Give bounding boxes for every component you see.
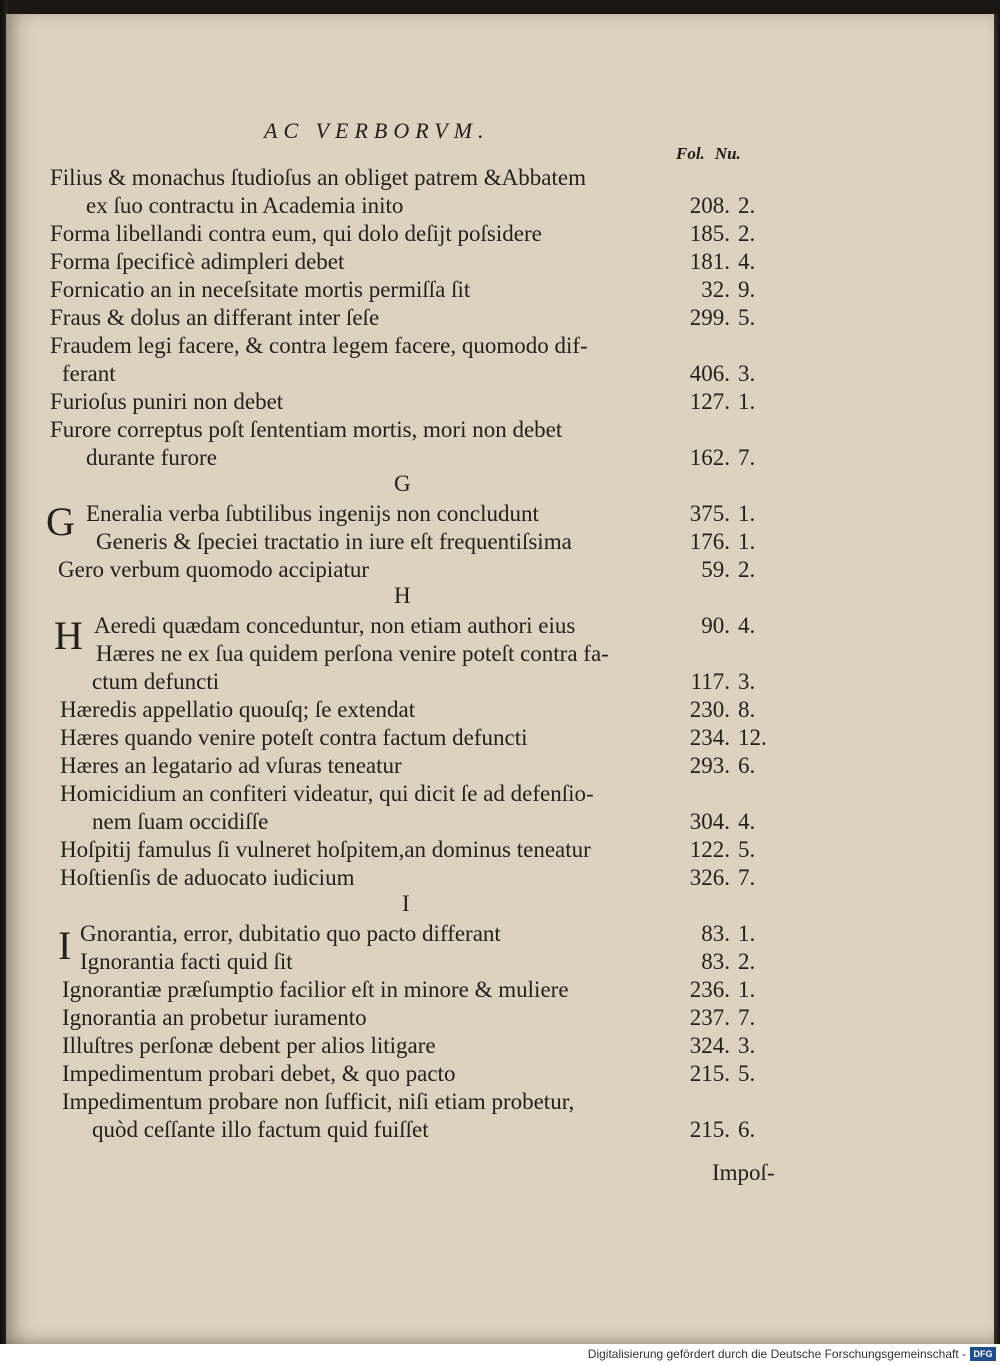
index-entry: Gero verbum quomodo accipiatur 59. 2. xyxy=(58,557,756,582)
running-head: AC VERBORVM. xyxy=(264,118,490,143)
index-entry: Fraudem legi facere, & contra legem facere, quomodo dif- xyxy=(50,333,588,358)
digitization-footer xyxy=(0,1344,1000,1365)
index-entry: ferant 406. 3. xyxy=(62,361,756,386)
index-entry: Impedimentum probari debet, & quo pacto 215. 5. xyxy=(62,1061,756,1086)
index-entry: durante furore 162. 7. xyxy=(86,445,756,470)
index-entry: ctum defuncti 117. 3. xyxy=(92,669,756,694)
index-entry: Furioſus puniri non debet 127. 1. xyxy=(50,389,756,414)
initial-letter-g: G xyxy=(46,499,75,544)
index-entry: Fornicatio an in neceſsitate mortis permiſſa ſit 32. 9. xyxy=(50,277,756,302)
index-entry: Generis & ſpeciei tractatio in iure eſt frequentiſsima 176. 1. xyxy=(96,529,756,554)
index-entry: Furore correptus poſt ſententiam mortis, mori non debet xyxy=(50,417,563,442)
index-entry: Illuſtres perſonæ debent per alios litigare 324. 3. xyxy=(62,1033,756,1058)
catchword: Impoſ- xyxy=(712,1160,775,1185)
index-entry: Forma libellandi contra eum, qui dolo deſijt poſsidere 185. 2. xyxy=(50,221,756,246)
index-entry: Ignorantia an probetur iuramento 237. 7. xyxy=(62,1005,756,1030)
page-edge-right xyxy=(994,14,1000,1344)
footer-credit: Digitalisierung gefördert durch die Deutsche Forschungsgemeinschaft - xyxy=(587,1347,966,1361)
column-header-fol: Fol. xyxy=(676,144,705,163)
section-letter-i: I xyxy=(402,891,410,916)
index-entry: Fraus & dolus an differant inter ſeſe 299. 5. xyxy=(50,305,756,330)
index-entry: Ignorantia facti quid ſit 83. 2. xyxy=(80,949,756,974)
index-entry: Hæres an legatario ad vſuras teneatur 293. 6. xyxy=(60,753,756,778)
book-page xyxy=(6,14,996,1344)
index-entry: Forma ſpecificè adimpleri debet 181. 4. xyxy=(50,249,756,274)
index-entry: Hoſpitij famulus ſi vulneret hoſpitem,an dominus teneatur 122. 5. xyxy=(60,837,756,862)
index-entry: nem ſuam occidiſſe 304. 4. xyxy=(92,809,756,834)
dfg-logo: DFG xyxy=(970,1347,996,1361)
index-entry: Hæres ne ex ſua quidem perſona venire poteſt contra fa- xyxy=(96,641,609,666)
index-entry: Hæres quando venire poteſt contra factum defuncti 234. 12. xyxy=(60,725,767,750)
index-entry: Gnorantia, error, dubitatio quo pacto differant 83. 1. xyxy=(80,921,756,946)
initial-letter-h: H xyxy=(54,613,83,658)
index-entry: ex ſuo contractu in Academia inito 208. 2. xyxy=(86,193,756,218)
index-entry: Filius & monachus ſtudioſus an obliget patrem &Abbatem xyxy=(50,165,586,190)
index-entry: Impedimentum probare non ſufficit, niſi etiam probetur, xyxy=(62,1089,575,1114)
section-letter-g: G xyxy=(394,471,411,496)
column-headers xyxy=(676,144,751,164)
index-entry: quòd ceſſante illo factum quid fuiſſet 215. 6. xyxy=(92,1117,756,1142)
column-header-nu: Nu. xyxy=(714,144,741,163)
index-entry: Aeredi quædam conceduntur, non etiam authori eius 90. 4. xyxy=(94,613,756,638)
index-entry: Homicidium an confiteri videatur, qui dicit ſe ad defenſio- xyxy=(60,781,594,806)
index-entry: Hæredis appellatio quouſq; ſe extendat 230. 8. xyxy=(60,697,756,722)
index-entry: Ignorantiæ præſumptio facilior eſt in minore & muliere 236. 1. xyxy=(62,977,756,1002)
index-entry: Hoſtienſis de aduocato iudicium 326. 7. xyxy=(60,865,756,890)
section-letter-h: H xyxy=(394,583,411,608)
initial-letter-i: I xyxy=(58,923,72,968)
index-entry: Eneralia verba ſubtilibus ingenijs non concludunt 375. 1. xyxy=(86,501,756,526)
